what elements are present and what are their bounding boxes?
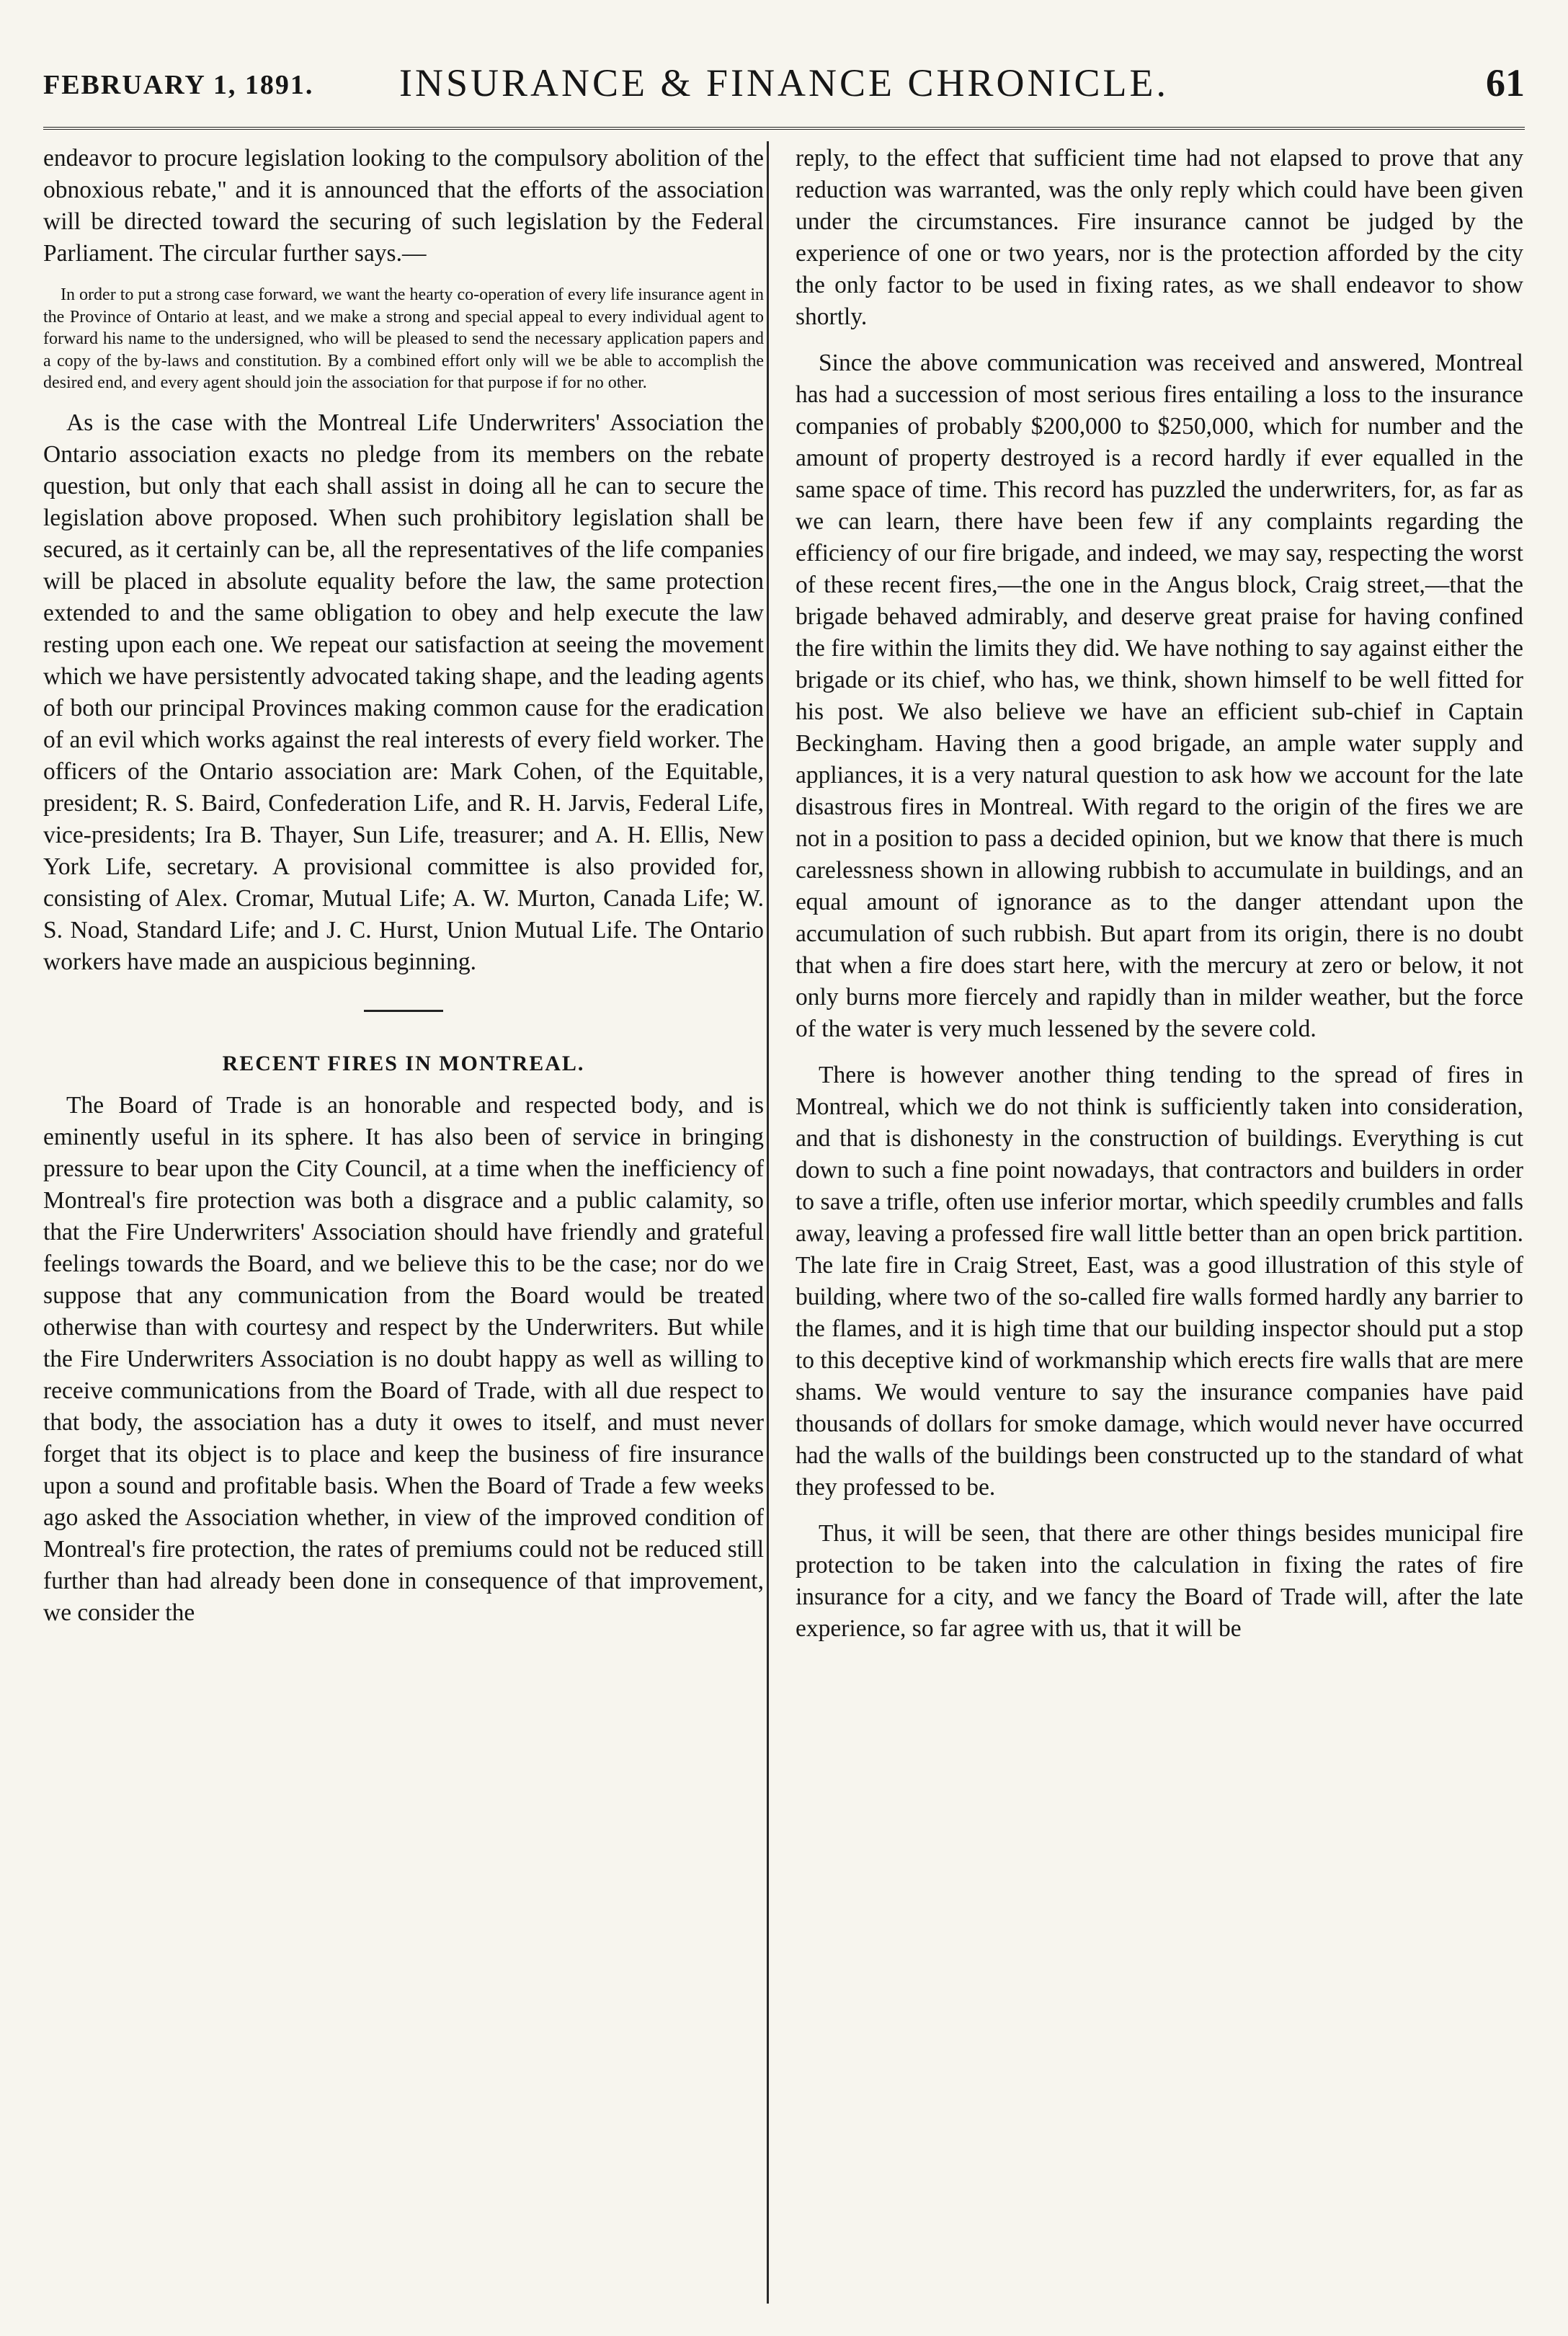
paragraph-ontario-association: As is the case with the Montreal Life Underwriters' Association the Ontario association exacts no pledge from its members on the rebate question, but only that each shall assist in doing all he can to secure the legislation above proposed. When such prohibitory legislation shall be secured, as it certainly can be, all the representatives of the life companies will be placed in absolute equality before the law, the same protection extended to and the same obligation to obey and help execute the law resting upon each one. We repeat our satisfaction at seeing the movement which we have persistently advocated taking shape, and the leading agents of both our principal Provinces making common cause for the eradication of an evil which works against the real interests of every field worker. The officers of the Ontario association are: Mark Cohen, of the Equitable, president; R. S. Baird, Confederation Life, and R. H. Jarvis, Federal Life, vice-presidents; Ira B. Thayer, Sun Life, treasurer; and A. H. Ellis, New York Life, secretary. A provisional committee is also provided for, consisting of Alex. Cromar, Mutual Life; A. W. Murton, Canada Life; W. S. Noad, Standard Life; and J. C. Hurst, Union Mutual Life. The Ontario workers have made an auspicious beginning. [43,409,765,975]
paragraph-recent-fires: Since the above communication was received and answered, Montreal has had a succession of most serious fires entailing a loss to the insurance companies of probably $200,000 to $250,000, which for number and the amount of property destroyed is a record hardly if ever equalled in the same space of time. This record has puzzled the underwriters, for, as far as we can learn, there have been few if any complaints regarding the efficiency of our fire brigade, and indeed, we may say, respecting the worst of these recent fires,—the one in the Angus block, Craig street,—that the brigade behaved admirably, and deserve great praise for having confined the fire within the limits they did. We have nothing to say against either the brigade or its chief, who has, we think, shown himself to be well fitted for his post. We also believe we have an efficient sub-chief in Captain Beckingham. Having then a good brigade, an ample water supply and appliances, it is a very natural question to ask how we account for the late disastrous fires in Montreal. With regard to the origin of the fires we are not in a position to pass a decided opinion, but we know that there is much carelessness shown in allowing rubbish to accumulate in buildings, and an equal amount of ignorance as to the danger attendant upon the accumulation of such rubbish. But apart from its origin, there is no doubt that when a fire does start here, with the mercury at zero or below, it not only burns more fiercely and rapidly than in milder weather, but the force of the water is very much lessened by the severe cold. [796,350,1523,1042]
left-column [43,143,764,1643]
right-column [796,143,1523,1659]
paragraph-conclusion: Thus, it will be seen, that there are other things besides municipal fire protection to be taken into the calculation in fixing the rates of fire insurance for a city, and we fancy the Board of Trade will, after the late experience, so far agree with us, that it will be [796,1520,1523,1642]
paragraph-reply: reply, to the effect that sufficient time had not elapsed to prove that any reduction was warranted, was the only reply which could have been given under the circumstances. Fire insurance cannot be judged by the experience of one or two years, nor is the protection afforded by the city the only factor to be used in fixing rates, as we shall endeavor to show shortly. [796,145,1523,330]
paragraph-board-of-trade: The Board of Trade is an honorable and respected body, and is eminently useful in its sphere. It has also been of service in bringing pressure to bear upon the City Council, at a time when the inefficiency of Montreal's fire protection was both a disgrace and a public calamity, so that the Fire Underwriters' Association should have friendly and grateful feelings towards the Board, and we believe this to be the case; nor do we suppose that any communication from the Board would be treated otherwise than with courtesy and respect by the Underwriters. But while the Fire Underwriters Association is no doubt happy as well as willing to receive communications from the Board of Trade, with all due respect to that body, the association has a duty it owes to itself, and must never forget that its object is to place and keep the business of fire insurance upon a sound and profitable basis. When the Board of Trade a few weeks ago asked the Association whether, in view of the improved condition of Montreal's fire protection, the rates of premiums could not be reduced still further than had already been done in consequence of that improvement, we consider the [43,1091,764,1626]
section-heading: RECENT FIRES IN MONTREAL. [222,1051,585,1075]
issue-date: FEBRUARY 1, 1891. [43,70,314,100]
paragraph-continued: endeavor to procure legislation looking to the compulsory abolition of the obnoxious rebate," and it is announced that the efforts of the association will be directed toward the securing of such legislation by the Federal Parliament. The circular further says.— [43,145,764,267]
paragraph-building-construction: There is however another thing tending to the spread of fires in Montreal, which we do not think is sufficiently taken into consideration, and that is dishonesty in the construction of buildings. Everything is cut down to such a fine point nowadays, that contractors and builders in order to save a trifle, often use inferior mortar, which speedily crumbles and falls away, leaving a professed fire wall little better than an open brick partition. The late fire in Craig Street, East, was a good illustration of this style of building, where two of the so-called fire walls formed hardly any barrier to the flames, and it is high time that our building inspector should put a stop to this deceptive kind of workmanship which erects fire walls that are mere shams. We would venture to say the insurance companies have paid thousands of dollars for smoke damage, which would never have occurred had the walls of the buildings been constructed up to the standard of what they professed to be. [796,1062,1523,1501]
circular-quote: In order to put a strong case forward, we want the hearty co-operation of every life insurance agent in the Province of Ontario at least, and we make a strong and special appeal to every individual agent to forward his name to the undersigned, who will be pleased to send the necessary application papers and a copy of the by-laws and constitution. By a combined effort only will we be able to accomplish the desired end, and every agent should join the association for that purpose if for no other. [43,285,764,392]
page-number: 61 [1486,61,1525,105]
column-rule [767,141,769,2304]
page-header [43,56,1525,130]
publication-title: INSURANCE & FINANCE CHRONICLE. [398,61,1170,105]
section-divider [364,1010,443,1012]
